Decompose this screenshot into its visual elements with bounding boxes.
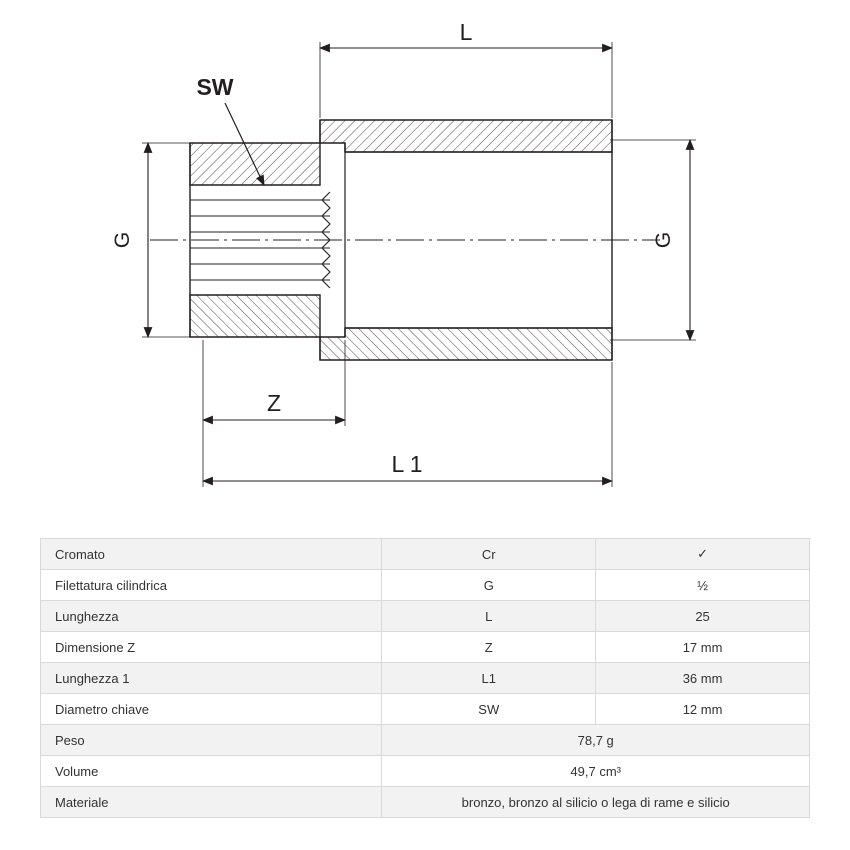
dimension-L1 <box>203 362 612 487</box>
row-label: Lunghezza <box>41 601 382 632</box>
row-value: bronzo, bronzo al silicio o lega di rame e silicio <box>382 787 810 818</box>
table-row <box>41 663 810 694</box>
row-label: Peso <box>41 725 382 756</box>
dimension-label-Z: Z <box>266 390 282 416</box>
row-label: Lunghezza 1 <box>41 663 382 694</box>
table-row <box>41 539 810 570</box>
specification-table <box>40 538 810 818</box>
row-value: 12 mm <box>596 694 810 725</box>
row-symbol: L <box>382 601 596 632</box>
row-value: 78,7 g <box>382 725 810 756</box>
row-value: 17 mm <box>596 632 810 663</box>
table-row <box>41 787 810 818</box>
dimension-label-G-left: G <box>111 231 134 249</box>
dimension-label-L1: L 1 <box>391 451 423 477</box>
callout-label-SW: SW <box>196 74 234 100</box>
table-row <box>41 725 810 756</box>
row-symbol: Z <box>382 632 596 663</box>
dimension-label-L: L <box>459 19 473 45</box>
row-label: Filettatura cilindrica <box>41 570 382 601</box>
row-symbol: L1 <box>382 663 596 694</box>
row-symbol: SW <box>382 694 596 725</box>
table-row <box>41 632 810 663</box>
row-label: Cromato <box>41 539 382 570</box>
table-row <box>41 570 810 601</box>
row-value: ½ <box>596 570 810 601</box>
row-label: Volume <box>41 756 382 787</box>
fitting-section <box>150 120 660 360</box>
row-value: 36 mm <box>596 663 810 694</box>
row-symbol: Cr <box>382 539 596 570</box>
table-row <box>41 756 810 787</box>
row-label: Materiale <box>41 787 382 818</box>
row-symbol: G <box>382 570 596 601</box>
spec-table-body <box>41 539 810 818</box>
row-label: Diametro chiave <box>41 694 382 725</box>
row-value: 25 <box>596 601 810 632</box>
row-value: 49,7 cm³ <box>382 756 810 787</box>
dimension-label-G-right: G <box>652 231 675 249</box>
table-row <box>41 694 810 725</box>
dimension-L <box>320 19 612 118</box>
table-row <box>41 601 810 632</box>
row-label: Dimensione Z <box>41 632 382 663</box>
row-value: ✓ <box>596 539 810 570</box>
